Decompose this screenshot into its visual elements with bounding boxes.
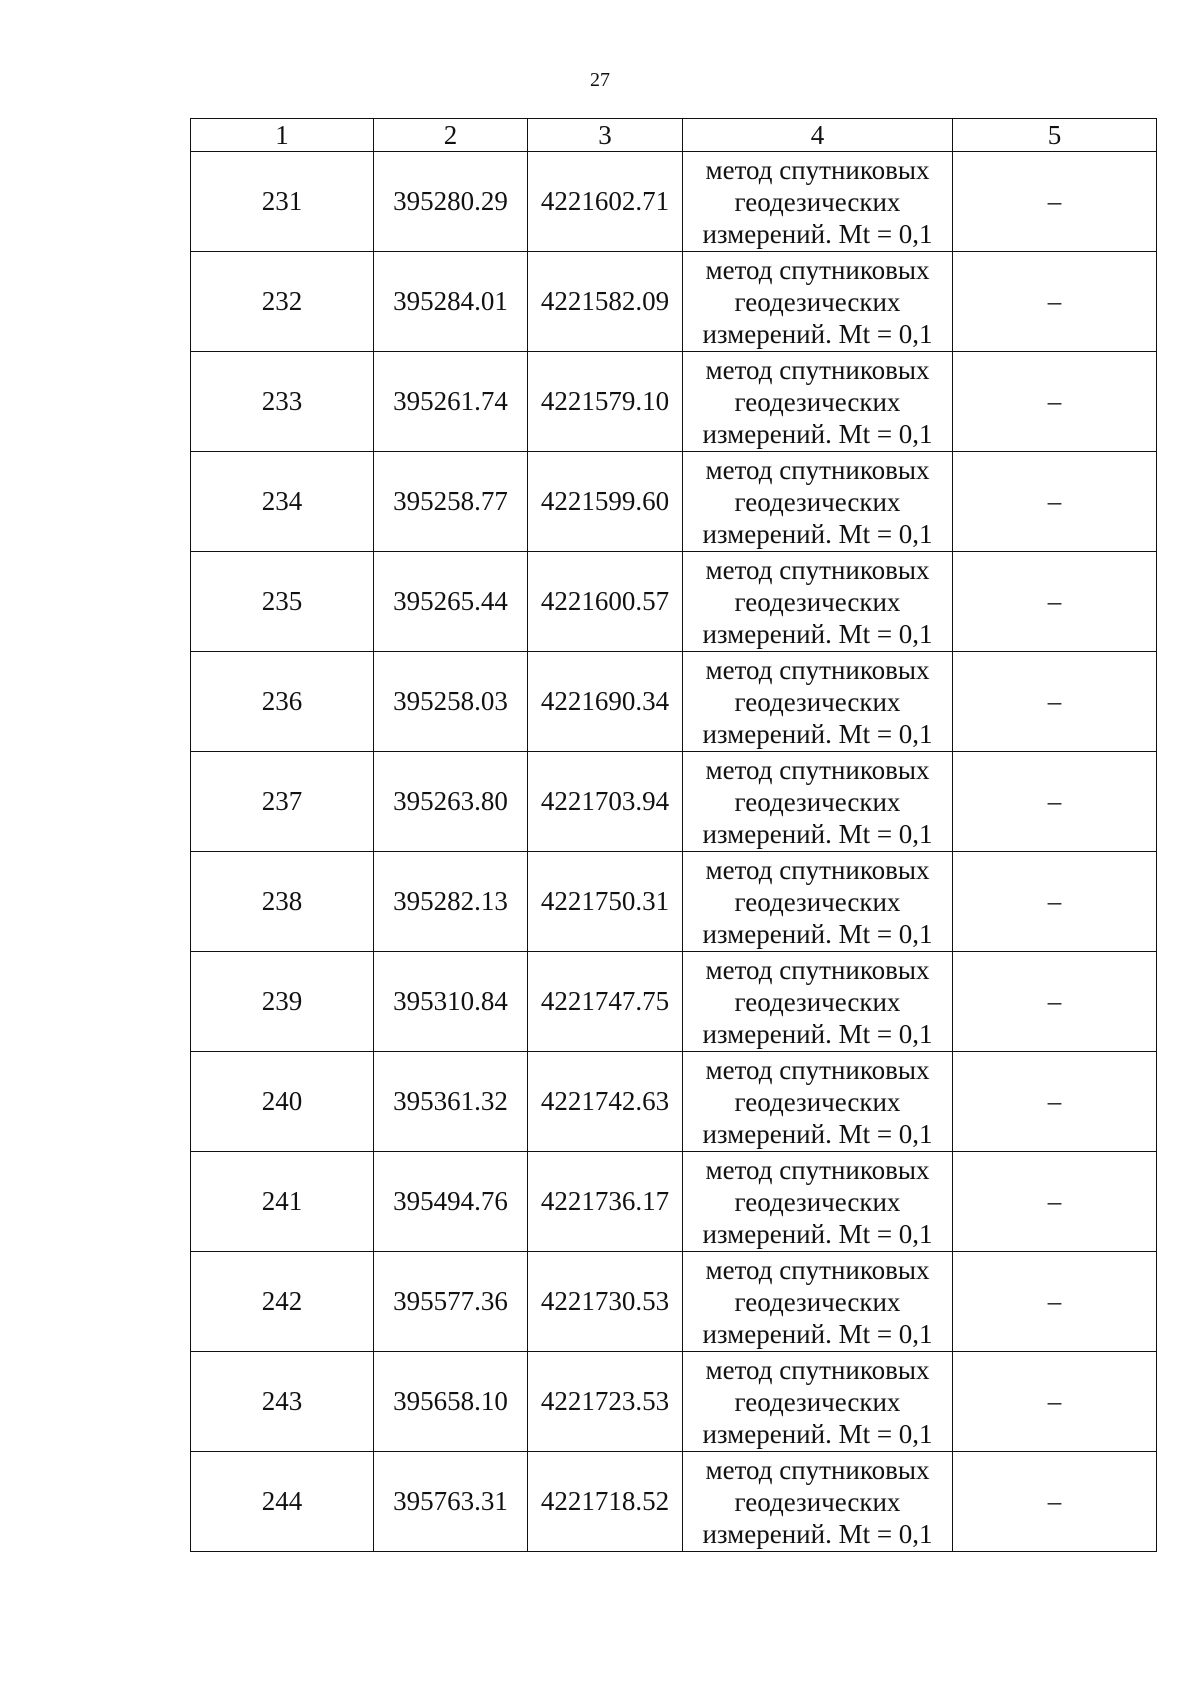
method-line: метод спутниковых [705, 354, 930, 385]
method-line: измерений. Mt = 0,1 [702, 518, 933, 549]
x-coordinate-cell: 395258.03 [374, 652, 528, 752]
header-col-1: 1 [191, 119, 374, 152]
table-row [191, 352, 1157, 452]
method-line: измерений. Mt = 0,1 [702, 818, 933, 849]
note-cell: – [953, 1152, 1157, 1252]
method-line: геодезических [734, 1286, 901, 1317]
table-row [191, 1152, 1157, 1252]
table-body [191, 152, 1157, 1552]
header-col-5: 5 [953, 119, 1157, 152]
method-line: метод спутниковых [705, 654, 930, 685]
method-line: геодезических [734, 1186, 901, 1217]
y-coordinate-cell: 4221703.94 [528, 752, 683, 852]
method-cell [683, 1352, 953, 1452]
point-number-cell: 235 [191, 552, 374, 652]
table-row [191, 852, 1157, 952]
header-col-2: 2 [374, 119, 528, 152]
x-coordinate-cell: 395265.44 [374, 552, 528, 652]
y-coordinate-cell: 4221718.52 [528, 1452, 683, 1552]
x-coordinate-cell: 395310.84 [374, 952, 528, 1052]
y-coordinate-cell: 4221600.57 [528, 552, 683, 652]
method-line: измерений. Mt = 0,1 [702, 618, 933, 649]
method-line: измерений. Mt = 0,1 [702, 1218, 933, 1249]
note-cell: – [953, 1052, 1157, 1152]
method-line: геодезических [734, 186, 901, 217]
method-line: измерений. Mt = 0,1 [702, 318, 933, 349]
table-row [191, 1252, 1157, 1352]
note-cell: – [953, 252, 1157, 352]
y-coordinate-cell: 4221582.09 [528, 252, 683, 352]
note-cell: – [953, 952, 1157, 1052]
method-line: метод спутниковых [705, 454, 930, 485]
method-line: измерений. Mt = 0,1 [702, 1118, 933, 1149]
method-cell [683, 252, 953, 352]
x-coordinate-cell: 395763.31 [374, 1452, 528, 1552]
method-line: метод спутниковых [705, 154, 930, 185]
method-line: метод спутниковых [705, 1054, 930, 1085]
method-line: измерений. Mt = 0,1 [702, 218, 933, 249]
y-coordinate-cell: 4221736.17 [528, 1152, 683, 1252]
method-line: измерений. Mt = 0,1 [702, 918, 933, 949]
x-coordinate-cell: 395282.13 [374, 852, 528, 952]
method-line: измерений. Mt = 0,1 [702, 1318, 933, 1349]
point-number-cell: 240 [191, 1052, 374, 1152]
point-number-cell: 244 [191, 1452, 374, 1552]
table-row [191, 552, 1157, 652]
point-number-cell: 241 [191, 1152, 374, 1252]
point-number-cell: 242 [191, 1252, 374, 1352]
table-row [191, 252, 1157, 352]
table-row [191, 152, 1157, 252]
x-coordinate-cell: 395361.32 [374, 1052, 528, 1152]
page-number: 27 [590, 69, 610, 91]
method-line: метод спутниковых [705, 854, 930, 885]
method-line: измерений. Mt = 0,1 [702, 1018, 933, 1049]
x-coordinate-cell: 395263.80 [374, 752, 528, 852]
method-line: метод спутниковых [705, 554, 930, 585]
y-coordinate-cell: 4221747.75 [528, 952, 683, 1052]
method-line: метод спутниковых [705, 754, 930, 785]
method-line: измерений. Mt = 0,1 [702, 1518, 933, 1549]
point-number-cell: 239 [191, 952, 374, 1052]
method-line: измерений. Mt = 0,1 [702, 1418, 933, 1449]
table-row [191, 1052, 1157, 1152]
table-row [191, 1352, 1157, 1452]
method-cell [683, 152, 953, 252]
point-number-cell: 236 [191, 652, 374, 752]
y-coordinate-cell: 4221602.71 [528, 152, 683, 252]
y-coordinate-cell: 4221723.53 [528, 1352, 683, 1452]
x-coordinate-cell: 395577.36 [374, 1252, 528, 1352]
method-cell [683, 652, 953, 752]
y-coordinate-cell: 4221599.60 [528, 452, 683, 552]
point-number-cell: 237 [191, 752, 374, 852]
method-cell [683, 752, 953, 852]
header-col-4: 4 [683, 119, 953, 152]
method-line: геодезических [734, 286, 901, 317]
method-line: метод спутниковых [705, 1154, 930, 1185]
point-number-cell: 234 [191, 452, 374, 552]
x-coordinate-cell: 395280.29 [374, 152, 528, 252]
table-row [191, 452, 1157, 552]
note-cell: – [953, 752, 1157, 852]
note-cell: – [953, 152, 1157, 252]
method-line: геодезических [734, 1386, 901, 1417]
y-coordinate-cell: 4221690.34 [528, 652, 683, 752]
point-number-cell: 233 [191, 352, 374, 452]
note-cell: – [953, 1352, 1157, 1452]
method-line: метод спутниковых [705, 954, 930, 985]
x-coordinate-cell: 395284.01 [374, 252, 528, 352]
note-cell: – [953, 352, 1157, 452]
method-line: геодезических [734, 786, 901, 817]
x-coordinate-cell: 395658.10 [374, 1352, 528, 1452]
method-line: геодезических [734, 886, 901, 917]
method-cell [683, 452, 953, 552]
table-row [191, 652, 1157, 752]
method-line: геодезических [734, 586, 901, 617]
point-number-cell: 238 [191, 852, 374, 952]
header-row [191, 119, 1157, 152]
method-cell [683, 552, 953, 652]
x-coordinate-cell: 395494.76 [374, 1152, 528, 1252]
method-cell [683, 952, 953, 1052]
note-cell: – [953, 652, 1157, 752]
y-coordinate-cell: 4221742.63 [528, 1052, 683, 1152]
method-cell [683, 1152, 953, 1252]
table-header [191, 119, 1157, 152]
table-row [191, 752, 1157, 852]
y-coordinate-cell: 4221579.10 [528, 352, 683, 452]
method-cell [683, 1452, 953, 1552]
header-col-3: 3 [528, 119, 683, 152]
method-line: геодезических [734, 486, 901, 517]
note-cell: – [953, 452, 1157, 552]
method-cell [683, 352, 953, 452]
method-line: геодезических [734, 986, 901, 1017]
coordinates-table [190, 118, 1157, 1552]
point-number-cell: 231 [191, 152, 374, 252]
method-line: геодезических [734, 1086, 901, 1117]
method-line: измерений. Mt = 0,1 [702, 418, 933, 449]
point-number-cell: 243 [191, 1352, 374, 1452]
method-line: геодезических [734, 386, 901, 417]
note-cell: – [953, 852, 1157, 952]
point-number-cell: 232 [191, 252, 374, 352]
method-line: метод спутниковых [705, 1354, 930, 1385]
x-coordinate-cell: 395258.77 [374, 452, 528, 552]
table-row [191, 952, 1157, 1052]
x-coordinate-cell: 395261.74 [374, 352, 528, 452]
note-cell: – [953, 1252, 1157, 1352]
method-line: метод спутниковых [705, 1254, 930, 1285]
method-cell [683, 1252, 953, 1352]
note-cell: – [953, 1452, 1157, 1552]
method-cell [683, 1052, 953, 1152]
method-line: геодезических [734, 1486, 901, 1517]
method-line: измерений. Mt = 0,1 [702, 718, 933, 749]
method-cell [683, 852, 953, 952]
method-line: метод спутниковых [705, 254, 930, 285]
y-coordinate-cell: 4221750.31 [528, 852, 683, 952]
table-row [191, 1452, 1157, 1552]
note-cell: – [953, 552, 1157, 652]
method-line: метод спутниковых [705, 1454, 930, 1485]
method-line: геодезических [734, 686, 901, 717]
y-coordinate-cell: 4221730.53 [528, 1252, 683, 1352]
